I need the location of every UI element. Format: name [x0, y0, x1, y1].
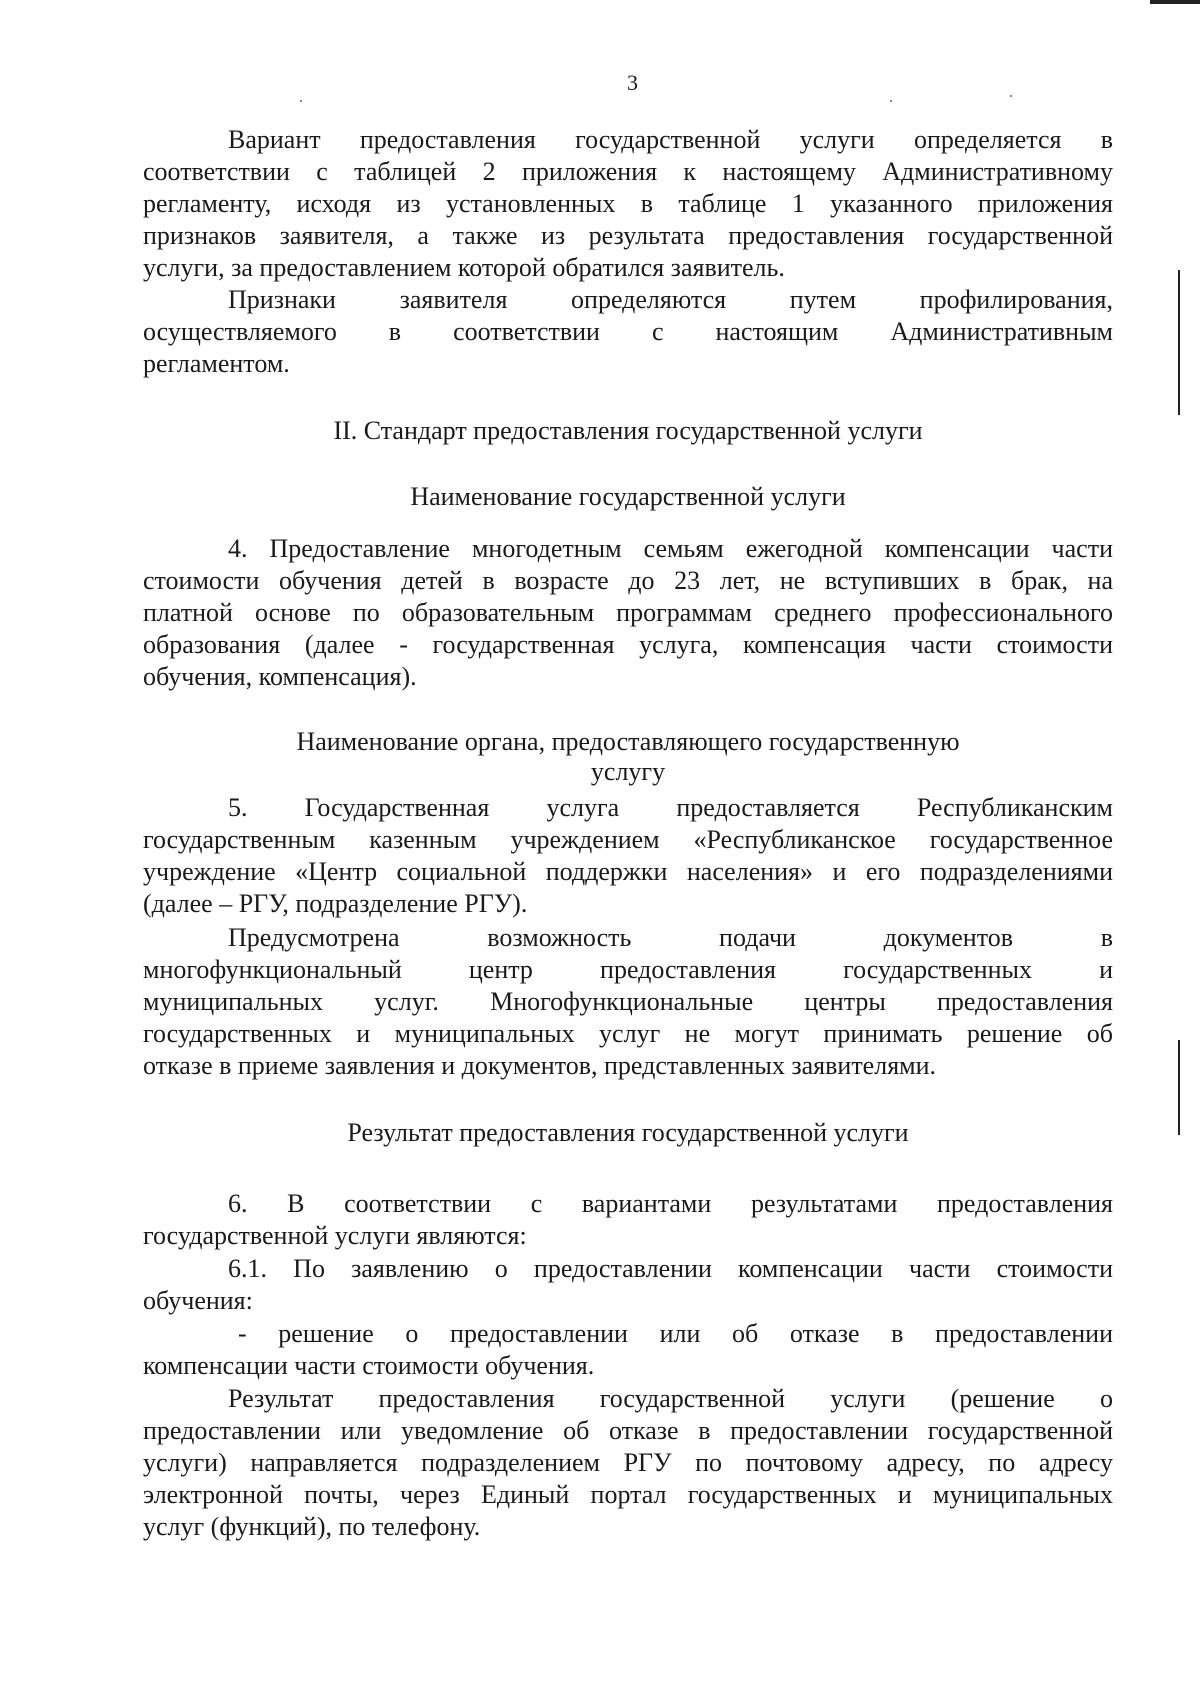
- text-line: услуг (функций), по телефону.: [143, 1512, 481, 1541]
- text-line: соответствии с таблицей 2 приложения к настоящему Административному: [143, 157, 1113, 186]
- text-line: 4. Предоставление многодетным семьям ежегодной компенсации части: [228, 534, 1113, 563]
- scan-speck: [890, 100, 892, 102]
- text-line: государственной услуги являются:: [143, 1221, 527, 1250]
- text-line: муниципальных услуг. Многофункциональные центры предоставления: [143, 987, 1113, 1016]
- text-line: осуществляемого в соответствии с настоящим Административным: [143, 317, 1113, 346]
- text-line: компенсации части стоимости обучения.: [143, 1351, 595, 1380]
- paragraph-5: [143, 792, 1113, 920]
- paragraph-6: [143, 1188, 1113, 1252]
- text-line: услуги, за предоставлением которой обратился заявитель.: [143, 253, 785, 282]
- text-line: отказе в приеме заявления и документов, представленных заявителями.: [143, 1051, 937, 1080]
- text-line: электронной почты, через Единый портал государственных и муниципальных: [143, 1480, 1113, 1509]
- text-line: многофункциональный центр предоставления государственных и: [143, 955, 1113, 984]
- text-line: - решение о предоставлении или об отказе в предоставлении: [238, 1319, 1113, 1348]
- text-line: обучения, компенсация).: [143, 662, 417, 691]
- heading-service-name: Наименование государственной услуги: [410, 482, 846, 511]
- text-line: 6. В соответствии с вариантами результатами предоставления: [228, 1189, 1113, 1218]
- text-line: 5. Государственная услуга предоставляется Республиканским: [228, 793, 1113, 822]
- text-line: стоимости обучения детей в возрасте до 23 лет, не вступивших в брак, на: [143, 566, 1113, 595]
- text-line: государственных и муниципальных услуг не могут принимать решение об: [143, 1019, 1113, 1048]
- text-line: государственным казенным учреждением «Республиканское государственное: [143, 825, 1113, 854]
- paragraph-6-1-item: [143, 1318, 1113, 1382]
- text-line: платной основе по образовательным программам среднего профессионального: [143, 598, 1113, 627]
- text-line: Предусмотрена возможность подачи документов в: [228, 923, 1113, 952]
- text-line: 6.1. По заявлению о предоставлении компенсации части стоимости: [228, 1254, 1113, 1283]
- text-line: (далее – РГУ, подразделение РГУ).: [143, 889, 528, 918]
- text-line: учреждение «Центр социальной поддержки населения» и его подразделениями: [143, 857, 1113, 886]
- paragraph-4: [143, 533, 1113, 693]
- heading-result: Результат предоставления государственной услуги: [347, 1118, 909, 1147]
- paragraph-priznaki: [143, 284, 1113, 380]
- scan-margin-line: [1178, 1040, 1180, 1135]
- page-number: 3: [627, 70, 638, 95]
- text-line: предоставлении или уведомление об отказе в предоставлении государственной: [143, 1416, 1113, 1445]
- heading-organ-line2: услугу: [590, 757, 666, 786]
- text-line: Результат предоставления государственной услуги (решение о: [228, 1384, 1113, 1413]
- scan-speck: [300, 100, 302, 102]
- text-line: Вариант предоставления государственной услуги определяется в: [228, 125, 1113, 154]
- text-line: регламенту, исходя из установленных в таблице 1 указанного приложения: [143, 189, 1113, 218]
- paragraph-result-delivery: [143, 1383, 1113, 1543]
- heading-organ-line1: Наименование органа, предоставляющего государственную: [296, 727, 960, 756]
- section-title: II. Стандарт предоставления государственной услуги: [333, 416, 923, 445]
- text-line: признаков заявителя, а также из результата предоставления государственной: [143, 221, 1113, 250]
- paragraph-mfc: [143, 922, 1113, 1082]
- scan-margin-line: [1178, 270, 1180, 415]
- text-line: регламентом.: [143, 349, 290, 378]
- text-line: услуги) направляется подразделением РГУ по почтовому адресу, по адресу: [143, 1448, 1113, 1477]
- text-line: образования (далее - государственная услуга, компенсация части стоимости: [143, 630, 1113, 659]
- paragraph-variant: [143, 124, 1113, 284]
- text-line: Признаки заявителя определяются путем профилирования,: [228, 285, 1113, 314]
- text-line: обучения:: [143, 1286, 253, 1315]
- scan-edge-mark: [1150, 0, 1200, 4]
- paragraph-6-1: [143, 1253, 1113, 1317]
